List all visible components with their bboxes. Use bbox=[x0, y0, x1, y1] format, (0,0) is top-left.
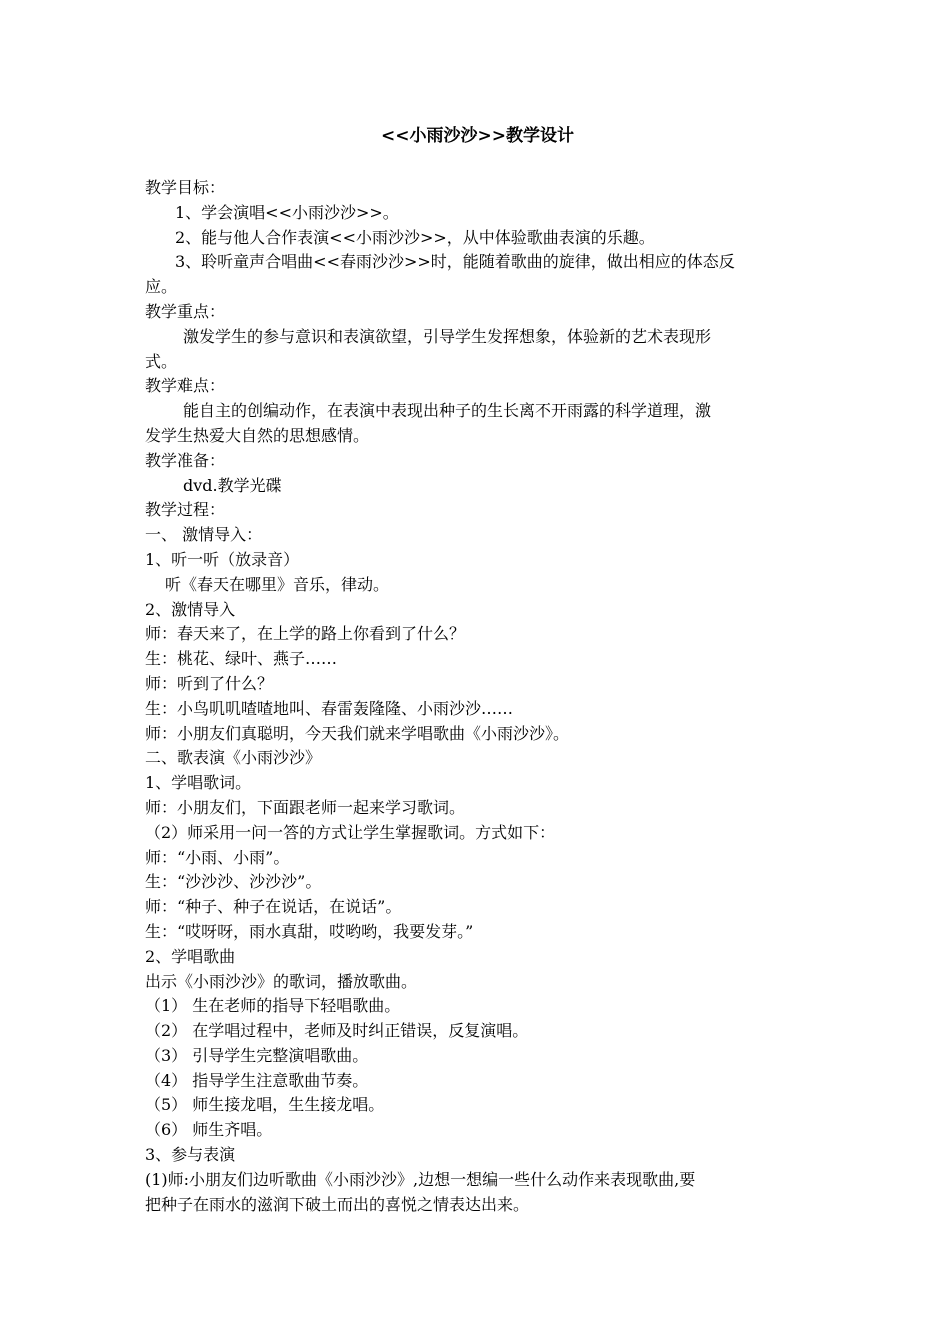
text-line: 激发学生的参与意识和表演欲望，引导学生发挥想象，体验新的艺术表现形 bbox=[183, 326, 712, 346]
text-line: 师：春天来了，在上学的路上你看到了什么？ bbox=[145, 624, 466, 644]
text-line: 教学重点： bbox=[145, 301, 226, 321]
text-line: 师：“种子、种子在说话，在说话”。 bbox=[145, 897, 402, 917]
text-line: 把种子在雨水的滋润下破土而出的喜悦之情表达出来。 bbox=[145, 1194, 530, 1214]
text-line: 教学过程： bbox=[145, 500, 226, 520]
text-line: 师：“小雨、小雨”。 bbox=[145, 847, 290, 867]
text-line: 能自主的创编动作，在表演中表现出种子的生长离不开雨露的科学道理，激 bbox=[183, 401, 712, 421]
text-line: （1） 生在老师的指导下轻唱歌曲。 bbox=[145, 996, 401, 1016]
text-line: 应。 bbox=[145, 277, 178, 297]
text-line: （2）师采用一问一答的方式让学生掌握歌词。方式如下： bbox=[145, 822, 556, 842]
text-line: 3、聆听童声合唱曲<<春雨沙沙>>时，能随着歌曲的旋律，做出相应的体态反 bbox=[175, 252, 735, 272]
text-line: （6） 师生齐唱。 bbox=[145, 1120, 273, 1140]
text-line: 一、 激情导入： bbox=[145, 525, 263, 545]
text-line: 师：听到了什么？ bbox=[145, 673, 274, 693]
text-line: 2、学唱歌曲 bbox=[145, 946, 236, 966]
text-line: 2、能与他人合作表演<<小雨沙沙>>，从中体验歌曲表演的乐趣。 bbox=[175, 227, 655, 247]
text-line: （4） 指导学生注意歌曲节奏。 bbox=[145, 1070, 369, 1090]
text-line: 生：桃花、绿叶、燕子…… bbox=[145, 649, 338, 669]
text-line: 发学生热爱大自然的思想感情。 bbox=[145, 425, 370, 445]
document-page bbox=[145, 124, 810, 1217]
text-line: 2、激情导入 bbox=[145, 599, 236, 619]
text-line: （3） 引导学生完整演唱歌曲。 bbox=[145, 1045, 369, 1065]
text-line: 师：小朋友们真聪明，今天我们就来学唱歌曲《小雨沙沙》。 bbox=[145, 723, 570, 743]
text-line: 二、歌表演《小雨沙沙》 bbox=[145, 748, 322, 768]
text-line: 听《春天在哪里》音乐，律动。 bbox=[165, 574, 390, 594]
text-line: 1、学会演唱<<小雨沙沙>>。 bbox=[175, 202, 399, 222]
text-line: （5） 师生接龙唱，生生接龙唱。 bbox=[145, 1095, 385, 1115]
text-line: 生：小鸟叽叽喳喳地叫、春雷轰隆隆、小雨沙沙…… bbox=[145, 698, 514, 718]
document-body bbox=[145, 176, 810, 1217]
text-line: dvd.教学光碟 bbox=[183, 475, 282, 495]
text-line: 1、学唱歌词。 bbox=[145, 773, 252, 793]
text-line: 教学准备： bbox=[145, 450, 226, 470]
text-line: 生：“哎呀呀，雨水真甜，哎哟哟，我要发芽。” bbox=[145, 921, 474, 941]
text-line: 3、参与表演 bbox=[145, 1145, 236, 1165]
text-line: 出示《小雨沙沙》的歌词，播放歌曲。 bbox=[145, 971, 418, 991]
text-line: 1、听一听（放录音） bbox=[145, 549, 300, 569]
text-line: 式。 bbox=[145, 351, 178, 371]
text-line: （2） 在学唱过程中，老师及时纠正错误，反复演唱。 bbox=[145, 1021, 529, 1041]
text-line: 师：小朋友们，下面跟老师一起来学习歌词。 bbox=[145, 797, 466, 817]
document-title: <<小雨沙沙>>教学设计 bbox=[381, 126, 574, 146]
text-line: 教学目标： bbox=[145, 178, 226, 197]
text-line: 教学难点： bbox=[145, 376, 226, 396]
text-line: (1)师:小朋友们边听歌曲《小雨沙沙》,边想一想编一些什么动作来表现歌曲,要 bbox=[145, 1169, 696, 1189]
text-line: 生：“沙沙沙、沙沙沙”。 bbox=[145, 872, 322, 892]
